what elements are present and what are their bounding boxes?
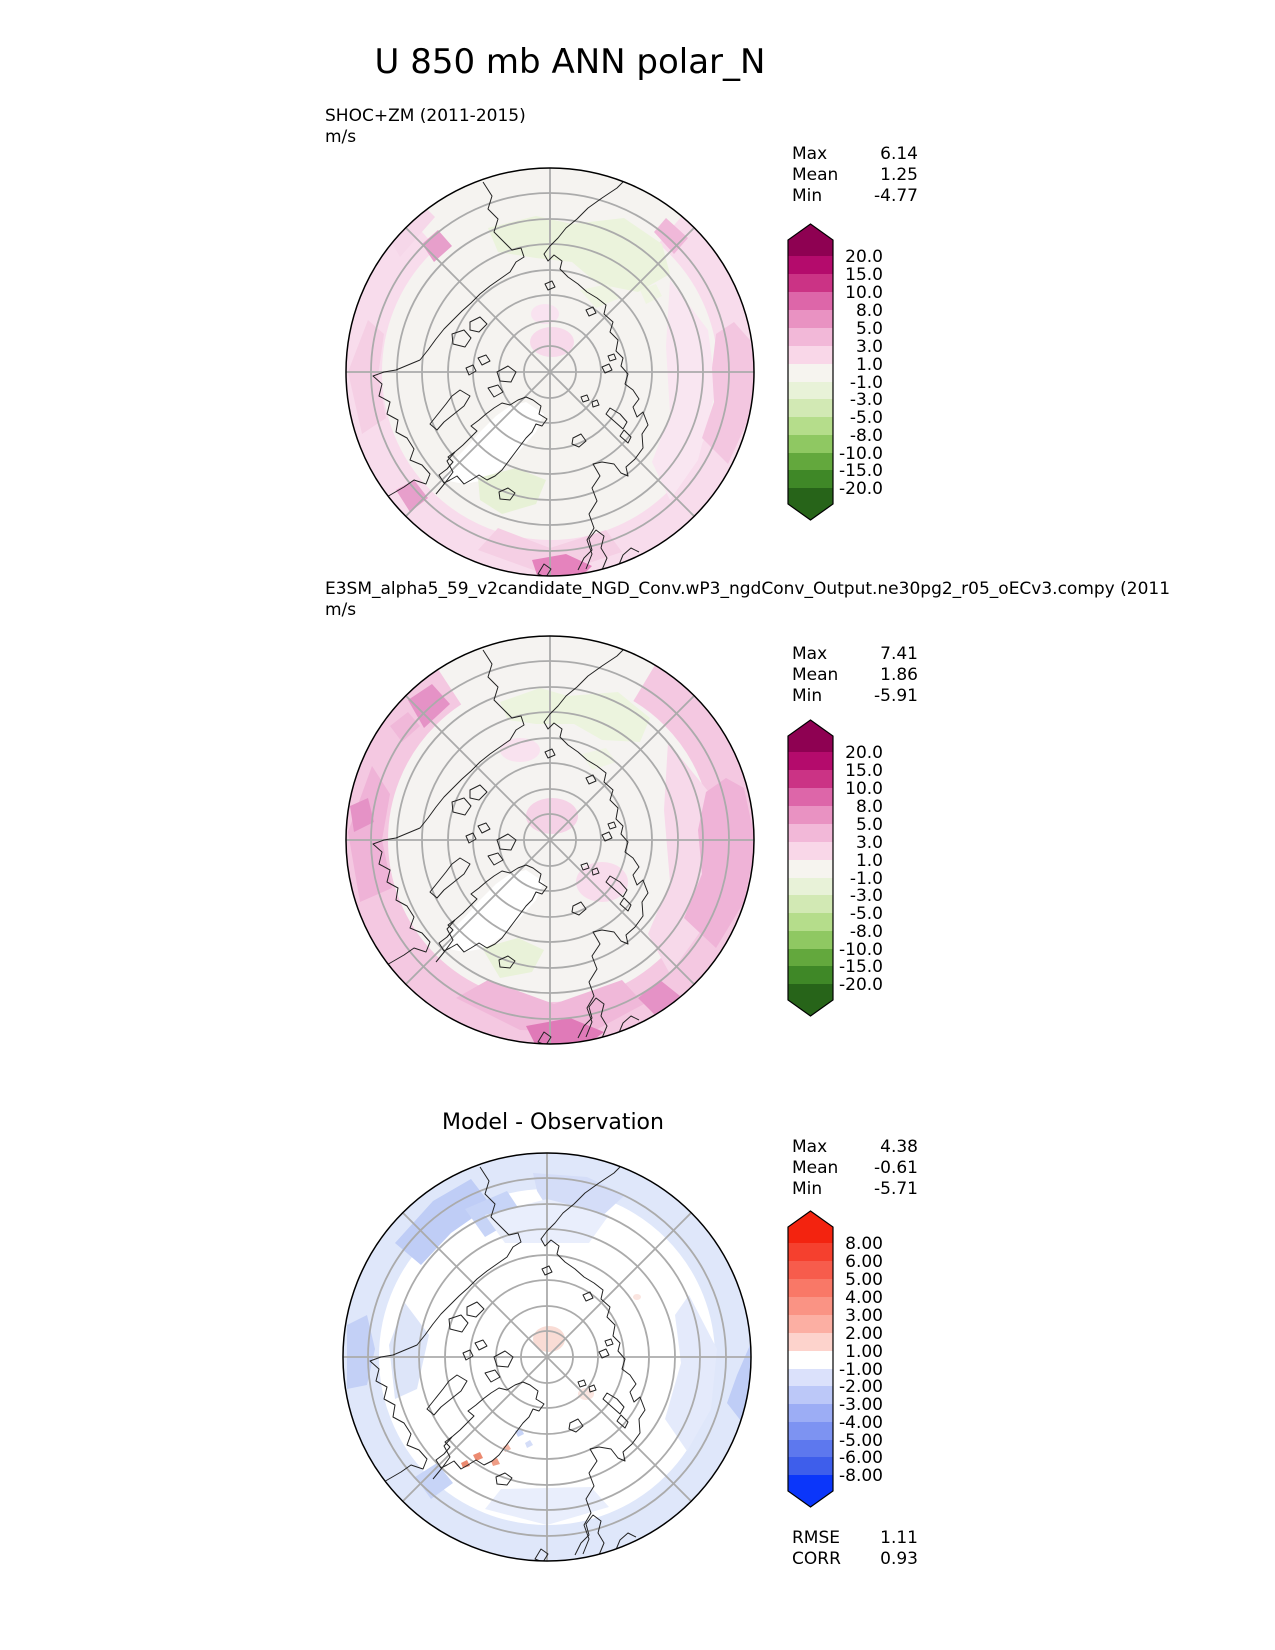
colorbar-tick: -3.0	[849, 886, 883, 906]
stat-label: CORR	[792, 1549, 841, 1569]
colorbar-segment	[788, 346, 833, 364]
stat-label: Min	[792, 1179, 823, 1199]
colorbar-segment	[788, 435, 833, 453]
colorbar-tick: -5.0	[849, 408, 883, 428]
colorbar-segment	[788, 842, 833, 860]
colorbar-segment	[788, 1243, 833, 1261]
contour-blob	[526, 798, 578, 834]
colorbar-tick: -4.00	[839, 1413, 883, 1433]
stat-row	[792, 665, 918, 686]
colorbar-segment	[788, 1369, 833, 1386]
colorbar-difference	[786, 1208, 901, 1510]
colorbar-tick: -15.0	[839, 957, 883, 977]
contour-blob	[633, 1294, 641, 1300]
colorbar-tick: 20.0	[845, 247, 883, 267]
colorbar-tick: -1.00	[839, 1360, 883, 1380]
colorbar-tick: -3.0	[849, 390, 883, 410]
stat-label: Min	[792, 186, 823, 206]
colorbar-tick: 5.00	[845, 1270, 883, 1290]
graticule	[343, 1153, 751, 1561]
colorbar-segment	[788, 382, 833, 399]
stat-label: Min	[792, 686, 823, 706]
stat-row	[792, 1179, 918, 1200]
panel2-stats	[792, 644, 918, 707]
colorbar-segment	[788, 292, 833, 310]
panel2-units: m/s	[325, 600, 357, 620]
stat-label: Mean	[792, 665, 839, 685]
colorbar-segment	[788, 364, 833, 382]
colorbar-segment	[788, 788, 833, 806]
colorbar-tick: -15.0	[839, 461, 883, 481]
stat-label: RMSE	[792, 1528, 841, 1548]
colorbar-segment	[788, 1440, 833, 1457]
colorbar-tick: -10.0	[839, 940, 883, 960]
stat-value: -5.71	[874, 1179, 918, 1199]
panel3-metrics	[792, 1528, 918, 1570]
colorbar-segment	[788, 966, 833, 984]
stat-value: 7.41	[880, 644, 918, 664]
colorbar-tick: 10.0	[845, 779, 883, 799]
graticule	[346, 168, 754, 576]
stat-row	[792, 1158, 918, 1179]
colorbar-tick: 5.0	[855, 319, 883, 339]
stat-row	[792, 644, 918, 665]
colorbar-tick: -8.00	[839, 1466, 883, 1486]
colorbar-tick: 3.0	[855, 337, 883, 357]
stat-label: Mean	[792, 165, 839, 185]
colorbar-arrow-top	[788, 720, 833, 752]
colorbar-arrow-bottom	[788, 488, 833, 520]
colorbar-segment	[788, 949, 833, 966]
stat-value: 4.38	[880, 1137, 918, 1157]
stat-row	[792, 144, 918, 165]
colorbar-tick: 1.0	[855, 355, 883, 375]
colorbar-segment	[788, 1297, 833, 1315]
colorbar-segment	[788, 770, 833, 788]
stat-label: Max	[792, 644, 828, 664]
colorbar-tick: -5.0	[849, 904, 883, 924]
stat-row	[792, 1549, 918, 1570]
stat-value: 1.86	[880, 665, 918, 685]
colorbar-tick: 3.00	[845, 1306, 883, 1326]
colorbar-arrow-top	[788, 224, 833, 256]
colorbar-tick: -5.00	[839, 1431, 883, 1451]
colorbar-segment	[788, 470, 833, 488]
colorbar-tick: 15.0	[845, 761, 883, 781]
colorbar-tick: 2.00	[845, 1324, 883, 1344]
colorbar-tick: -8.0	[849, 922, 883, 942]
colorbar-segment	[788, 310, 833, 328]
graticule	[346, 636, 754, 1044]
colorbar-tick: 10.0	[845, 283, 883, 303]
colorbar-segment	[788, 399, 833, 417]
colorbar-tick: 8.0	[855, 797, 883, 817]
stat-value: 6.14	[880, 144, 918, 164]
colorbar-segment	[788, 931, 833, 949]
colorbar-tick: -10.0	[839, 444, 883, 464]
colorbar-segment	[788, 1457, 833, 1475]
stat-row	[792, 165, 918, 186]
colorbar-tick: 4.00	[845, 1288, 883, 1308]
stat-value: -5.91	[874, 686, 918, 706]
colorbar-tick: -3.00	[839, 1395, 883, 1415]
stat-value: 1.11	[880, 1528, 918, 1548]
colorbar-segment	[788, 1261, 833, 1279]
colorbar-segment	[788, 1422, 833, 1440]
colorbar-tick: -20.0	[839, 975, 883, 995]
colorbar-segment	[788, 752, 833, 770]
stat-row	[792, 686, 918, 707]
colorbar-tick: 3.0	[855, 833, 883, 853]
polar-map-model	[340, 630, 760, 1050]
panel1-units: m/s	[325, 127, 357, 147]
colorbar-tick: -8.0	[849, 426, 883, 446]
colorbar-tick: -2.00	[839, 1377, 883, 1397]
colorbar-model	[786, 717, 901, 1019]
panel2-subtitle: E3SM_alpha5_59_v2candidate_NGD_Conv.wP3_ngdConv_Output.ne30pg2_r05_oECv3.compy (2011	[325, 579, 1171, 599]
stat-row	[792, 1137, 918, 1158]
colorbar-observation	[786, 221, 901, 523]
colorbar-segment	[788, 328, 833, 346]
colorbar-segment	[788, 913, 833, 931]
colorbar-tick: 15.0	[845, 265, 883, 285]
colorbar-segment	[788, 1404, 833, 1422]
panel1-stats	[792, 144, 918, 207]
stat-label: Max	[792, 1137, 828, 1157]
polar-map-difference	[337, 1147, 757, 1567]
colorbar-tick: 8.00	[845, 1234, 883, 1254]
colorbar-tick: -1.0	[849, 373, 883, 393]
stat-value: -0.61	[874, 1158, 918, 1178]
colorbar-segment	[788, 1333, 833, 1351]
panel3-stats	[792, 1137, 918, 1200]
stat-label: Max	[792, 144, 828, 164]
colorbar-tick: -1.0	[849, 869, 883, 889]
colorbar-arrow-top	[788, 1211, 833, 1243]
colorbar-tick: -6.00	[839, 1448, 883, 1468]
colorbar-tick: 1.00	[845, 1342, 883, 1362]
colorbar-segment	[788, 806, 833, 824]
stat-value: 1.25	[880, 165, 918, 185]
panel3-title: Model - Observation	[442, 1110, 664, 1135]
colorbar-segment	[788, 1279, 833, 1297]
stat-row	[792, 1528, 918, 1549]
stat-row	[792, 186, 918, 207]
colorbar-arrow-bottom	[788, 1475, 833, 1507]
stat-value: 0.93	[880, 1549, 918, 1569]
colorbar-segment	[788, 895, 833, 913]
figure-title: U 850 mb ANN polar_N	[374, 42, 766, 82]
colorbar-tick: 20.0	[845, 743, 883, 763]
colorbar-tick: 6.00	[845, 1252, 883, 1272]
stat-value: -4.77	[874, 186, 918, 206]
colorbar-segment	[788, 1351, 833, 1369]
colorbar-tick: 1.0	[855, 851, 883, 871]
colorbar-segment	[788, 453, 833, 470]
colorbar-arrow-bottom	[788, 984, 833, 1016]
panel1-subtitle: SHOC+ZM (2011-2015)	[325, 106, 526, 126]
colorbar-segment	[788, 417, 833, 435]
colorbar-segment	[788, 256, 833, 274]
colorbar-tick: -20.0	[839, 479, 883, 499]
colorbar-tick: 8.0	[855, 301, 883, 321]
stat-label: Mean	[792, 1158, 839, 1178]
colorbar-segment	[788, 824, 833, 842]
colorbar-segment	[788, 860, 833, 878]
colorbar-segment	[788, 274, 833, 292]
colorbar-segment	[788, 878, 833, 895]
colorbar-segment	[788, 1386, 833, 1404]
colorbar-tick: 5.0	[855, 815, 883, 835]
colorbar-segment	[788, 1315, 833, 1333]
polar-map-observation	[340, 162, 760, 582]
